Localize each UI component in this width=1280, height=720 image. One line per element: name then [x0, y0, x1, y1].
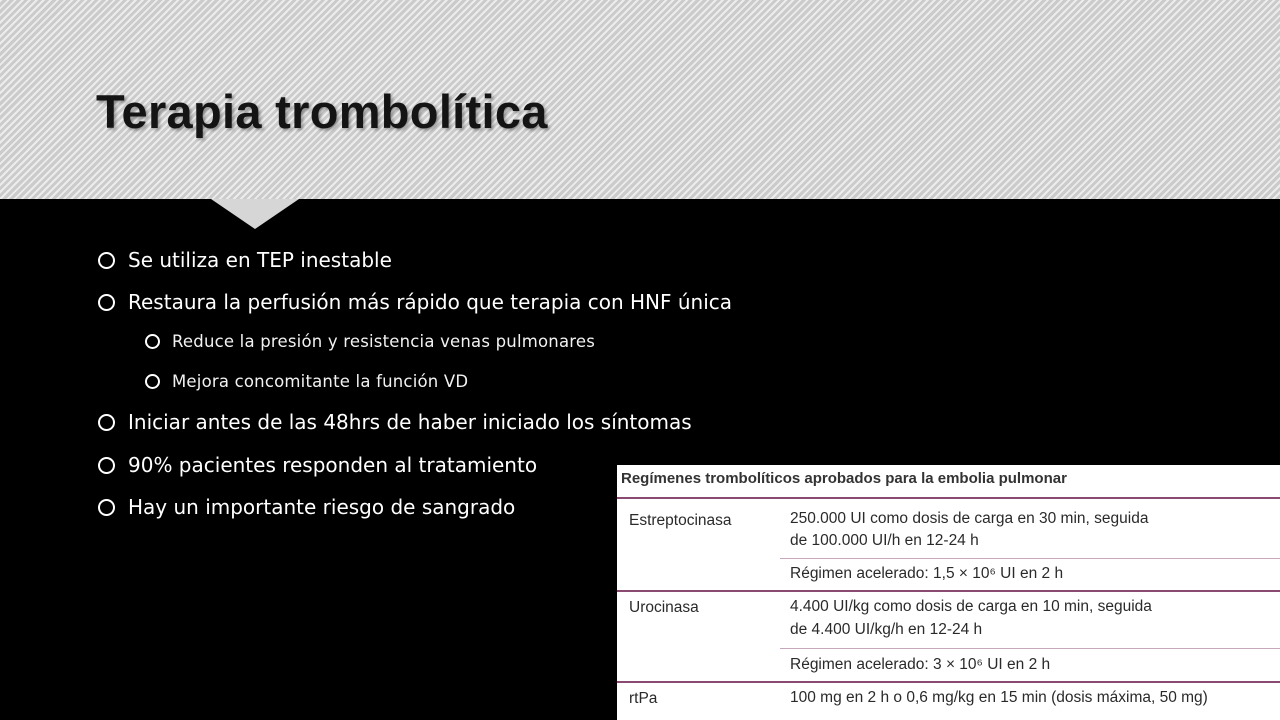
bullet-text: Hay un importante riesgo de sangrado: [128, 495, 516, 519]
banner-notch-pointer: [211, 199, 299, 229]
dose-line: de 100.000 UI/h en 12-24 h: [790, 532, 979, 549]
bullet-item: [98, 495, 515, 519]
dose-line: 250.000 UI como dosis de carga en 30 min, seguida: [790, 510, 1149, 527]
dose-line: 100 mg en 2 h o 0,6 mg/kg en 15 min (dosis máxima, 50 mg): [790, 689, 1208, 706]
hollow-circle-icon: [98, 457, 115, 474]
table-caption: Regímenes trombolíticos aprobados para la embolia pulmonar: [621, 470, 1067, 487]
bullet-item: [98, 453, 537, 477]
bullet-text: Iniciar antes de las 48hrs de haber iniciado los síntomas: [128, 410, 692, 434]
sub-bullet-item: [145, 332, 595, 351]
title-banner: [0, 0, 1280, 199]
table-rule: [780, 558, 1280, 559]
slide-title: Terapia trombolítica: [96, 85, 548, 138]
accelerated-regimen: Régimen acelerado: 1,5 × 10⁶ UI en 2 h: [790, 565, 1064, 582]
dose-line: 4.400 UI/kg como dosis de carga en 10 min, seguida: [790, 598, 1152, 615]
dose-line: de 4.400 UI/kg/h en 12-24 h: [790, 621, 983, 638]
table-rule: [617, 681, 1280, 683]
sub-bullet-text: Mejora concomitante la función VD: [172, 372, 469, 391]
drug-name: Urocinasa: [629, 599, 699, 616]
thrombolytic-regimens-table: [617, 465, 1280, 720]
sub-bullet-text: Reduce la presión y resistencia venas pulmonares: [172, 332, 596, 351]
table-rule: [780, 648, 1280, 649]
bullet-text: Se utiliza en TEP inestable: [128, 248, 392, 272]
hollow-circle-icon: [98, 414, 115, 431]
hollow-circle-icon: [98, 294, 115, 311]
bullet-item: [98, 410, 692, 434]
accelerated-regimen: Régimen acelerado: 3 × 10⁶ UI en 2 h: [790, 656, 1051, 673]
drug-name: Estreptocinasa: [629, 512, 732, 529]
table-rule: [617, 497, 1280, 499]
hollow-circle-icon: [98, 499, 115, 516]
hollow-circle-icon: [145, 374, 160, 389]
table-rule: [617, 590, 1280, 592]
bullet-text: 90% pacientes responden al tratamiento: [128, 453, 538, 477]
hollow-circle-icon: [98, 252, 115, 269]
sub-bullet-item: [145, 372, 468, 391]
hollow-circle-icon: [145, 334, 160, 349]
bullet-item: [98, 248, 392, 272]
drug-name: rtPa: [629, 690, 658, 707]
bullet-item: [98, 290, 732, 314]
bullet-text: Restaura la perfusión más rápido que terapia con HNF única: [128, 290, 733, 314]
